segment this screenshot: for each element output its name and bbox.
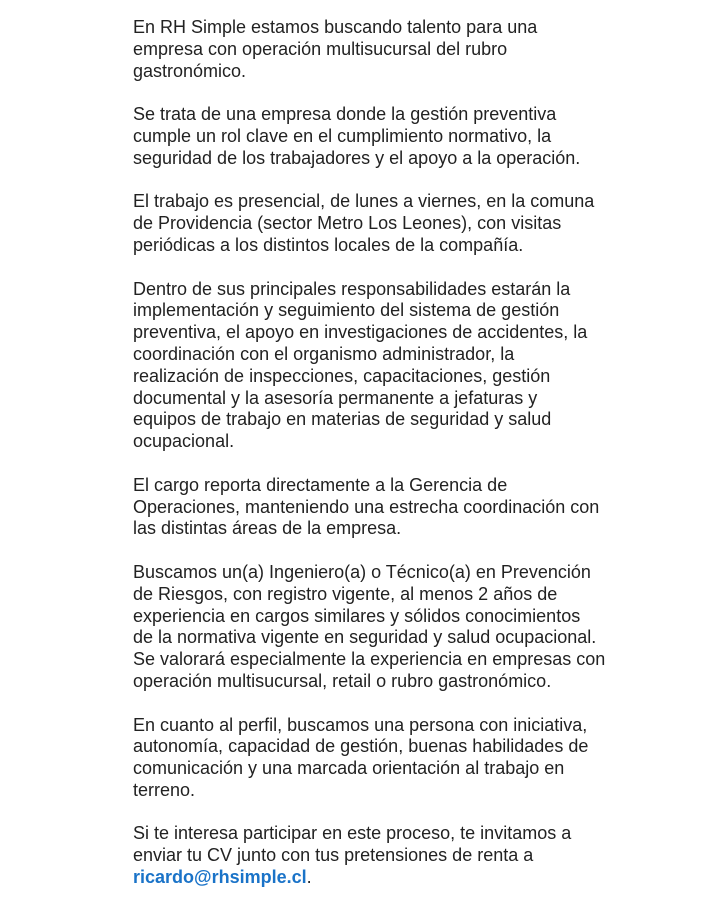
paragraph-closing: [133, 823, 703, 888]
paragraph-reporting: El cargo reporta directamente a la Gerencia de Operaciones, manteniendo una estrecha coordinación con las distintas áreas de la empresa.: [133, 474, 600, 539]
paragraph-location: El trabajo es presencial, de lunes a viernes, en la comuna de Providencia (sector Metro Los Leones), con visitas periódicas a los distintos locales de la compañía.: [133, 191, 595, 255]
paragraph-intro: En RH Simple estamos buscando talento para una empresa con operación multisucursal del rubro gastronómico.: [133, 17, 538, 81]
job-post-body: [133, 17, 703, 889]
closing-text: Si te interesa participar en este proceso, te invitamos a enviar tu CV junto con tus pretensiones de renta a: [133, 823, 572, 866]
closing-period: .: [306, 867, 312, 888]
paragraph-requirements: Buscamos un(a) Ingeniero(a) o Técnico(a) en Prevención de Riesgos, con registro vigente, al menos 2 años de experiencia en cargos similares y sólidos conocimientos de la normativa vigente en seguridad y salud ocupacional. Se valorará especialmente la experiencia en empresas con operación multisucursal, retail o rubro gastronómico.: [133, 561, 606, 691]
paragraph-profile: En cuanto al perfil, buscamos una persona con iniciativa, autonomía, capacidad de gestión, buenas habilidades de comunicación y una marcada orientación al trabajo en terreno.: [133, 714, 589, 800]
paragraph-company: Se trata de una empresa donde la gestión preventiva cumple un rol clave en el cumplimiento normativo, la seguridad de los trabajadores y el apoyo a la operación.: [133, 104, 581, 168]
paragraph-responsibilities: Dentro de sus principales responsabilidades estarán la implementación y seguimiento del sistema de gestión preventiva, el apoyo en investigaciones de accidentes, la coordinación con el organismo administrador, la realización de inspecciones, capacitaciones, gestión documental y la asesoría permanente a jefaturas y equipos de trabajo en materias de seguridad y salud ocupacional.: [133, 278, 588, 452]
email-link[interactable]: ricardo@rhsimple.cl: [133, 867, 307, 888]
